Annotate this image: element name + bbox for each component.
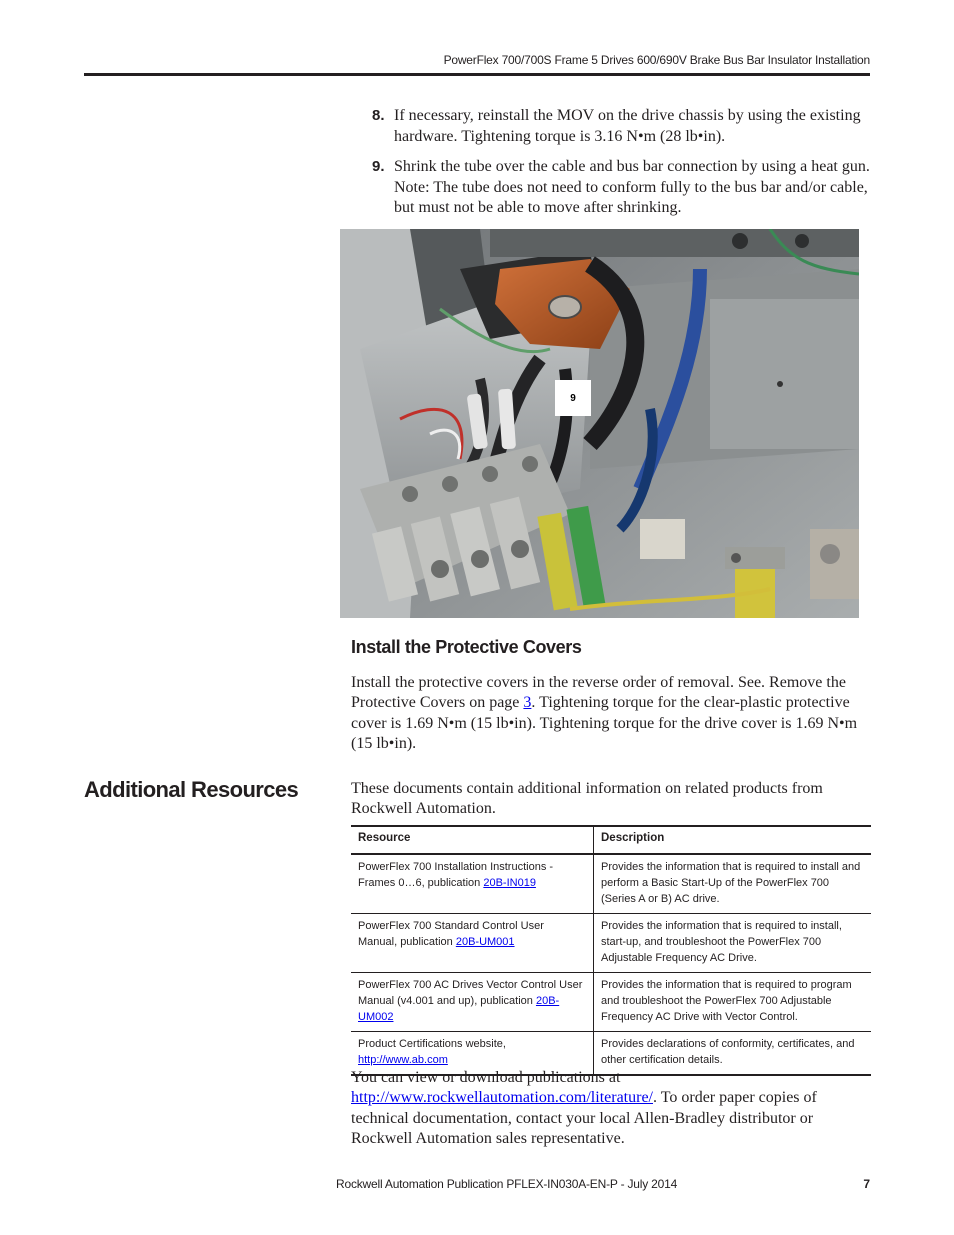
resource-cell [351,914,594,973]
page-number: 7 [863,1177,870,1191]
paragraph-text: . To order paper copies of technical documentation, contact your local Allen-Bradley distributor or Rockwell Automation sales representative. [351,1089,817,1147]
running-header: PowerFlex 700/700S Frame 5 Drives 600/690V Brake Bus Bar Insulator Installation [443,53,870,67]
page-title: Additional Resources [84,777,299,802]
resource-text: Product Certifications website, [358,1038,506,1050]
column-header: Description [601,832,665,844]
description-cell: Provides the information that is required to install and perform a Basic Start-Up of the PowerFlex 700 (Series A or B) AC drive. [601,861,861,905]
paragraph-text: Install the protective covers in the reverse order of removal. See. Remove the Protective Covers on page [351,674,846,712]
figure-callout: 9 [555,380,591,416]
step-item [372,157,872,219]
paragraph-text: You can view or download publications at [351,1069,621,1086]
description-cell: Provides declarations of conformity, certificates, and other certification details. [601,1038,855,1066]
closing-paragraph [351,1068,871,1149]
resource-cell [351,973,594,1032]
table-header-row [351,826,871,854]
resource-text: PowerFlex 700 Installation Instructions - Frames 0…6, publication [358,861,554,889]
resource-cell [351,854,594,914]
table-row [351,914,871,973]
resource-text: PowerFlex 700 Standard Control User Manual, publication [358,920,544,948]
paragraph-text: . Tightening torque for the clear-plastic protective cover is 1.69 N•m (15 lb•in). Tightening torque for the drive cover is 1.69 N•m (15 lb•in). [351,694,858,752]
column-header: Resource [351,826,594,854]
publication-link[interactable]: 20B-UM002 [358,995,560,1023]
step-item [372,106,872,147]
procedure-steps [372,106,872,229]
header-rule [84,73,870,76]
drive-chassis-photo [340,229,859,618]
step-number: 8. [372,107,385,124]
description-cell: Provides the information that is required to program and troubleshoot the PowerFlex 700 Adjustable Frequency AC Drive with Vector Control. [601,979,852,1023]
step-text: Shrink the tube over the cable and bus bar connection by using a heat gun. Note: The tube does not need to conform fully to the bus bar and/or cable, but must not be able to move after shrinking. [394,158,870,216]
table-row [351,973,871,1032]
publication-link[interactable]: 20B-UM001 [455,936,515,948]
step-number: 9. [372,158,385,175]
publication-link[interactable]: 20B-IN019 [483,877,536,889]
section-heading: Install the Protective Covers [351,637,582,657]
resources-table [351,825,871,1076]
page-link[interactable]: 3 [523,694,532,712]
table-row [351,854,871,914]
resource-text: PowerFlex 700 AC Drives Vector Control User Manual (v4.001 and up), publication [358,979,583,1007]
website-link[interactable]: http://www.ab.com [358,1054,448,1066]
description-cell: Provides the information that is required to install, start-up, and troubleshoot the PowerFlex 700 Adjustable Frequency AC Drive. [601,920,842,964]
literature-link[interactable]: http://www.rockwellautomation.com/literature/ [351,1089,653,1107]
step-text: If necessary, reinstall the MOV on the drive chassis by using the existing hardware. Tightening torque is 3.16 N•m (28 lb•in). [394,107,861,145]
footer-publication: Rockwell Automation Publication PFLEX-IN030A-EN-P - July 2014 [336,1177,678,1191]
resources-intro: These documents contain additional information on related products from Rockwell Automation. [351,780,823,818]
protective-covers-text [351,673,871,754]
